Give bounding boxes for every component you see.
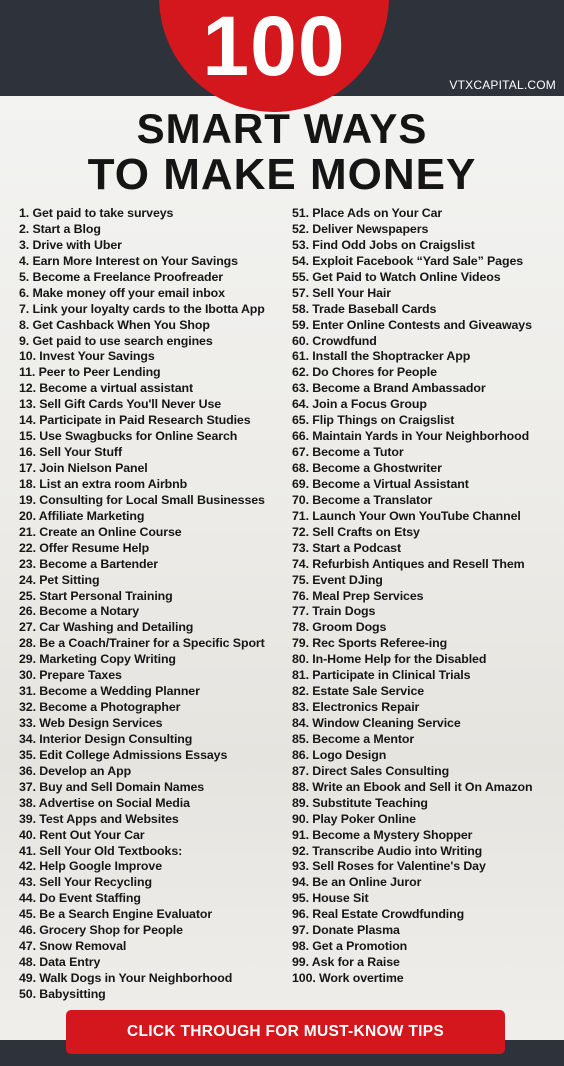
list-item: 76. Meal Prep Services (292, 588, 424, 603)
list-item: 77. Train Dogs (292, 604, 376, 619)
list-item: 89. Substitute Teaching (292, 795, 428, 810)
list-item: 20. Affiliate Marketing (19, 508, 145, 523)
list-item: 26. Become a Notary (19, 604, 139, 619)
list-item: 22. Offer Resume Help (19, 540, 150, 555)
headline-number: 100 (202, 0, 346, 93)
list-item: 41. Sell Your Old Textbooks: (19, 843, 183, 858)
list-item: 70. Become a Translator (292, 492, 433, 507)
list-item: 23. Become a Bartender (19, 556, 158, 571)
list-item: 14. Participate in Paid Research Studies (19, 413, 251, 428)
list-item: 62. Do Chores for People (292, 365, 437, 380)
list-item: 7. Link your loyalty cards to the Ibotta App (19, 301, 265, 316)
list-item: 85. Become a Mentor (292, 731, 415, 746)
list-item: 55. Get Paid to Watch Online Videos (292, 269, 501, 284)
list-item: 36. Develop an App (19, 763, 132, 778)
list-item: 94. Be an Online Juror (292, 875, 422, 890)
list-item: 100. Work overtime (292, 971, 404, 985)
list-item: 35. Edit College Admissions Essays (19, 747, 228, 762)
list-item: 43. Sell Your Recycling (19, 875, 152, 890)
list-item: 29. Marketing Copy Writing (19, 652, 176, 667)
list-item: 11. Peer to Peer Lending (19, 365, 161, 380)
list-item: 57. Sell Your Hair (292, 285, 391, 300)
list-item: 13. Sell Gift Cards You'll Never Use (19, 397, 222, 412)
list-item: 33. Web Design Services (19, 716, 163, 730)
list-item: 67. Become a Tutor (292, 445, 404, 460)
list-item: 39. Test Apps and Websites (19, 811, 179, 826)
money-ideas-right-column (292, 206, 562, 987)
list-item: 25. Start Personal Training (19, 588, 173, 603)
title-line-2: TO MAKE MONEY (87, 150, 477, 199)
list-item: 80. In-Home Help for the Disabled (292, 652, 487, 667)
list-item: 95. House Sit (292, 891, 369, 906)
list-item: 73. Start a Podcast (292, 540, 401, 555)
list-item: 46. Grocery Shop for People (19, 923, 183, 938)
list-item: 18. List an extra room Airbnb (19, 476, 188, 491)
money-ideas-left-column (19, 206, 291, 1003)
list-item: 69. Become a Virtual Assistant (292, 476, 469, 491)
list-item: 53. Find Odd Jobs on Craigslist (292, 237, 475, 252)
list-item: 58. Trade Baseball Cards (292, 301, 437, 316)
list-item: 17. Join Nielson Panel (19, 461, 148, 475)
list-item: 81. Participate in Clinical Trials (292, 668, 471, 683)
list-item: 30. Prepare Taxes (19, 668, 122, 683)
list-item: 34. Interior Design Consulting (19, 731, 193, 746)
list-item: 10. Invest Your Savings (19, 349, 155, 364)
list-item: 64. Join a Focus Group (292, 397, 427, 412)
list-item: 59. Enter Online Contests and Giveaways (292, 317, 532, 332)
list-item: 66. Maintain Yards in Your Neighborhood (292, 429, 530, 444)
list-item: 52. Deliver Newspapers (292, 221, 429, 236)
list-item: 48. Data Entry (19, 955, 101, 970)
list-item: 97. Donate Plasma (292, 923, 400, 938)
list-item: 98. Get a Promotion (292, 939, 408, 954)
list-item: 82. Estate Sale Service (292, 684, 425, 699)
list-item: 32. Become a Photographer (19, 700, 181, 715)
list-item: 68. Become a Ghostwriter (292, 461, 442, 475)
list-item: 44. Do Event Staffing (19, 891, 141, 906)
list-item: 49. Walk Dogs in Your Neighborhood (19, 971, 233, 985)
list-item: 71. Launch Your Own YouTube Channel (292, 508, 521, 523)
list-item: 51. Place Ads on Your Car (292, 206, 443, 220)
list-item: 47. Snow Removal (19, 939, 127, 954)
list-item: 42. Help Google Improve (19, 859, 162, 874)
list-item: 16. Sell Your Stuff (19, 445, 122, 460)
cta-button[interactable]: CLICK THROUGH FOR MUST-KNOW TIPS (66, 1010, 505, 1054)
list-item: 92. Transcribe Audio into Writing (292, 843, 483, 858)
title-line-1: SMART WAYS (136, 105, 428, 152)
list-item: 93. Sell Roses for Valentine's Day (292, 859, 486, 874)
list-item: 6. Make money off your email inbox (19, 285, 225, 300)
list-item: 87. Direct Sales Consulting (292, 763, 450, 778)
list-item: 84. Window Cleaning Service (292, 716, 461, 730)
list-item: 4. Earn More Interest on Your Savings (19, 253, 238, 268)
list-item: 79. Rec Sports Referee-ing (292, 636, 448, 651)
list-item: 78. Groom Dogs (292, 620, 387, 635)
list-item: 65. Flip Things on Craigslist (292, 413, 455, 428)
list-item: 40. Rent Out Your Car (19, 827, 145, 842)
list-item: 38. Advertise on Social Media (19, 795, 190, 810)
list-item: 45. Be a Search Engine Evaluator (19, 907, 213, 922)
list-item: 88. Write an Ebook and Sell it On Amazon (292, 779, 533, 794)
list-item: 28. Be a Coach/Trainer for a Specific Sport (19, 636, 265, 651)
list-item: 60. Crowdfund (292, 333, 377, 348)
list-item: 9. Get paid to use search engines (19, 333, 213, 348)
list-item: 74. Refurbish Antiques and Resell Them (292, 556, 525, 571)
list-item: 3. Drive with Uber (19, 237, 122, 252)
list-item: 54. Exploit Facebook “Yard Sale” Pages (292, 253, 524, 268)
list-item: 12. Become a virtual assistant (19, 381, 193, 396)
list-item: 61. Install the Shoptracker App (292, 349, 471, 364)
list-item: 31. Become a Wedding Planner (19, 684, 200, 699)
list-item: 1. Get paid to take surveys (19, 206, 174, 220)
list-item: 37. Buy and Sell Domain Names (19, 779, 205, 794)
list-item: 27. Car Washing and Detailing (19, 620, 194, 635)
list-item: 96. Real Estate Crowdfunding (292, 907, 465, 922)
list-item: 8. Get Cashback When You Shop (19, 317, 210, 332)
list-item: 91. Become a Mystery Shopper (292, 827, 473, 842)
list-item: 99. Ask for a Raise (292, 955, 400, 970)
list-item: 75. Event DJing (292, 572, 383, 587)
list-item: 2. Start a Blog (19, 221, 101, 236)
list-item: 63. Become a Brand Ambassador (292, 381, 486, 396)
list-item: 15. Use Swagbucks for Online Search (19, 429, 238, 444)
list-item: 24. Pet Sitting (19, 572, 100, 587)
list-item: 90. Play Poker Online (292, 811, 416, 826)
list-item: 50. Babysitting (19, 986, 106, 1001)
list-item: 5. Become a Freelance Proofreader (19, 269, 223, 284)
list-item: 86. Logo Design (292, 747, 387, 762)
list-item: 21. Create an Online Course (19, 524, 182, 539)
list-item: 19. Consulting for Local Small Businesses (19, 492, 265, 507)
brand-url: VTXCAPITAL.COM (449, 78, 556, 92)
list-item: 72. Sell Crafts on Etsy (292, 524, 420, 539)
list-item: 83. Electronics Repair (292, 700, 420, 715)
